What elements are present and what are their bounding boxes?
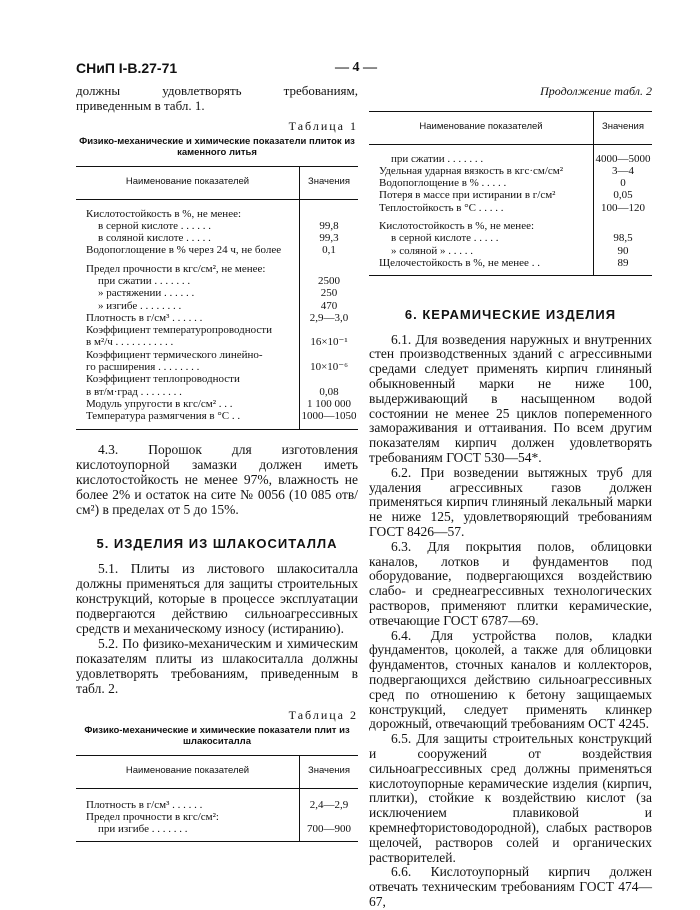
row-label: при сжатии . . . . . . .	[391, 152, 484, 165]
table-row	[76, 336, 358, 348]
row-value: 2,9—3,0	[309, 311, 349, 324]
table-row	[369, 165, 652, 177]
table-row	[76, 220, 358, 232]
paragraph-6-3: 6.3. Для покрытия полов, облицовки каналов, лотков и фундаментов под оборудование, подвергающихся воздействию слабо- и среднеагрессивных технологических растворов, применяют плитки керамические, отвечающие ГОСТ 6787—69.	[369, 538, 652, 628]
row-value	[300, 349, 358, 361]
row-label: в соляной кислоте . . . . .	[98, 232, 211, 245]
row-value: 1000—1050	[301, 410, 357, 423]
document-code: СНиП I-В.27-71	[76, 60, 178, 76]
row-value: 470	[320, 299, 338, 312]
paragraph-6-6: 6.6. Кислотоупорный кирпич должен отвечать техническим требованиям ГОСТ 474—67,	[369, 864, 652, 909]
paragraph-5-2: 5.2. По физико-механическим и химическим показателям плиты из шлакоситалла должны удовлетворять требованиям, приведенным в табл. 2.	[76, 636, 358, 697]
table1-title: Физико-механические и химические показатели плиток из каменного литья	[79, 135, 355, 158]
table2-caption: Таблица 2	[288, 708, 358, 723]
table2-col-name: Наименование показателей	[125, 765, 250, 777]
row-value: 89	[617, 256, 629, 269]
table-row	[369, 232, 652, 244]
row-value: 100—120	[601, 201, 645, 214]
row-value	[300, 811, 358, 823]
row-value: 700—900	[307, 823, 351, 836]
row-label: Кислотостойкость в %, не менее:	[379, 219, 535, 232]
row-label: » соляной » . . . . .	[391, 244, 474, 257]
row-value: 2500	[318, 274, 340, 287]
table-row	[76, 275, 358, 287]
row-label: при изгибе . . . . . . .	[98, 823, 188, 836]
row-value: 99,3	[319, 232, 339, 245]
table-row	[76, 349, 358, 361]
row-value: 250	[320, 287, 338, 300]
table-row	[76, 208, 358, 220]
row-label: Плотность в г/см³ . . . . . .	[86, 311, 203, 324]
paragraph-5-1: 5.1. Плиты из листового шлакоситалла должны применяться для защиты строительных конструкций, которые в процессе эксплуатации подвергаются действию сильноагрессивных средств и механическому износу (истиранию).	[76, 561, 358, 637]
table-continuation-label: Продолжение табл. 2	[540, 84, 652, 98]
table-row	[369, 220, 652, 232]
table2-title: Физико-механические и химические показатели плит из шлакоситалла	[84, 724, 350, 747]
row-label: Коэффициент термического линейно-	[86, 348, 263, 361]
row-value	[300, 373, 358, 385]
table2	[76, 755, 358, 843]
paragraph-4-3: 4.3. Порошок для изготовления кислотоупорной замазки должен иметь кислотостойкость не менее 97%, влажность не более 2% и остаток на сите № 0056 (10 085 отв/см²) в пределах от 5 до 15%.	[76, 441, 358, 517]
row-value: 1 100 000	[307, 397, 351, 410]
table-row	[76, 386, 358, 398]
row-label: Модуль упругости в кгс/см² . . .	[86, 397, 233, 410]
table-row	[369, 177, 652, 189]
table2-col-value: Значения	[299, 756, 358, 788]
intro-paragraph: должны удовлетворять требованиям, приведенным в табл. 1.	[76, 83, 358, 113]
right-column	[369, 84, 652, 910]
row-value	[300, 263, 358, 275]
row-value: 99,8	[319, 219, 339, 232]
table1	[76, 166, 358, 430]
row-label: го расширения . . . . . . . .	[86, 361, 200, 374]
table-row	[369, 257, 652, 269]
row-value: 90	[617, 244, 629, 257]
row-value: 0,08	[319, 385, 339, 398]
row-label: Удельная ударная вязкость в кгс·см/см²	[379, 164, 564, 177]
row-value	[300, 208, 358, 220]
table-row	[76, 811, 358, 823]
table1-col-value: Значения	[299, 167, 358, 199]
table-row	[369, 153, 652, 165]
row-label: Водопоглощение в % . . . . .	[379, 177, 507, 190]
table2-cont-body	[369, 145, 652, 276]
table2-body	[76, 789, 358, 842]
row-label: Коэффициент теплопроводности	[86, 373, 240, 386]
row-label: » растяжении . . . . . .	[98, 287, 195, 300]
section-5-heading: 5. ИЗДЕЛИЯ ИЗ ШЛАКОСИТАЛЛА	[96, 535, 338, 551]
table1-col-name: Наименование показателей	[125, 176, 250, 188]
table2-cont-header	[369, 112, 652, 145]
table-row	[76, 410, 358, 422]
row-label: Температура размягчения в °С . .	[86, 410, 241, 423]
row-value: 16×10⁻¹	[310, 336, 348, 349]
row-value: 10×10⁻⁶	[310, 361, 348, 374]
left-column	[76, 84, 358, 842]
table2-cont-col-value: Значения	[593, 112, 652, 144]
row-value: 0,1	[322, 244, 336, 257]
table-row	[76, 324, 358, 336]
row-value: 98,5	[613, 232, 633, 245]
table2-continuation	[369, 111, 652, 277]
table-row	[76, 398, 358, 410]
paragraph-6-2: 6.2. При возведении вытяжных труб для удаления агрессивных газов должен применяться кирпич глиняный лекальный марки не ниже 125, удовлетворяющий требованиям ГОСТ 8426—57.	[369, 464, 652, 540]
row-value: 0	[620, 177, 626, 190]
table-row	[76, 287, 358, 299]
table1-header	[76, 167, 358, 200]
row-label: в м²/ч . . . . . . . . . . .	[86, 336, 174, 349]
row-label: Потеря в массе при истирании в г/см²	[379, 189, 556, 202]
row-label: Плотность в г/см³ . . . . . .	[86, 798, 203, 811]
table-row	[76, 232, 358, 244]
table2-cont-col-name: Наименование показателей	[419, 121, 543, 133]
row-label: Водопоглощение в % через 24 ч, не более	[86, 244, 282, 257]
paragraph-6-5: 6.5. Для защиты строительных конструкций и сооружений от воздействия сильноагрессивных сред должны применяться кислотоупорные керамические изделия (кирпич, плитки), стойкие к воздействию кислот (за исключением плавиковой и кремнефтористоводородной), слабых растворов щелочей, растворов солей и органических растворителей.	[369, 731, 652, 865]
table-row	[76, 244, 358, 256]
row-label: при сжатии . . . . . . .	[98, 274, 191, 287]
row-value: 4000—5000	[595, 152, 651, 165]
section-6-heading: 6. КЕРАМИЧЕСКИЕ ИЗДЕЛИЯ	[404, 307, 617, 323]
table-row	[76, 373, 358, 385]
row-label: Кислотостойкость в %, не менее:	[86, 207, 242, 220]
row-value: 2,4—2,9	[309, 798, 349, 811]
row-label: Щелочестойкость в %, не менее . .	[379, 256, 540, 269]
paragraph-6-4: 6.4. Для устройства полов, кладки фундаментов, цоколей, а также для облицовки фундаментов, сточных каналов и коллекторов, подвергающихся действию сильноагрессивных сред по отношению к бетону защищаемых конструкций, следует применять клинкер дорожный, отвечающий требованиям ОСТ 4245.	[369, 627, 652, 732]
page-number: — 4 —	[335, 60, 377, 75]
row-value: 3—4	[612, 164, 634, 177]
row-label: Теплостойкость в °С . . . . .	[379, 201, 504, 214]
row-label: в серной кислоте . . . . .	[391, 232, 499, 245]
table-row	[369, 245, 652, 257]
table1-body	[76, 200, 358, 429]
table-row	[369, 202, 652, 214]
table-row	[76, 263, 358, 275]
table1-caption: Таблица 1	[288, 119, 358, 133]
table-row	[76, 312, 358, 324]
table2-header	[76, 756, 358, 789]
table-row	[76, 300, 358, 312]
table-row	[76, 361, 358, 373]
table-row	[369, 189, 652, 201]
row-label: Предел прочности в кгс/см², не менее:	[86, 262, 266, 275]
row-label: Предел прочности в кгс/см²:	[86, 810, 219, 823]
row-label: в серной кислоте . . . . . .	[98, 219, 212, 232]
row-label: Коэффициент температуропроводности	[86, 324, 272, 337]
row-label: » изгибе . . . . . . . .	[98, 299, 182, 312]
paragraph-6-1: 6.1. Для возведения наружных и внутренних стен производственных зданий с агрессивными средами следует применять кирпич глиняный обыкновенный марки не ниже 100, выдерживающий в насыщенном водой состоянии не менее 25 циклов попеременного замораживания и оттаивания. По всем другим показателям кирпич должен удовлетворять требованиям ГОСТ 530—54*.	[369, 331, 652, 466]
row-value: 0,05	[613, 189, 633, 202]
table-row	[76, 823, 358, 835]
row-value	[300, 324, 358, 336]
table-row	[76, 799, 358, 811]
row-label: в вт/м·град . . . . . . . .	[86, 385, 182, 398]
row-value	[594, 220, 652, 232]
